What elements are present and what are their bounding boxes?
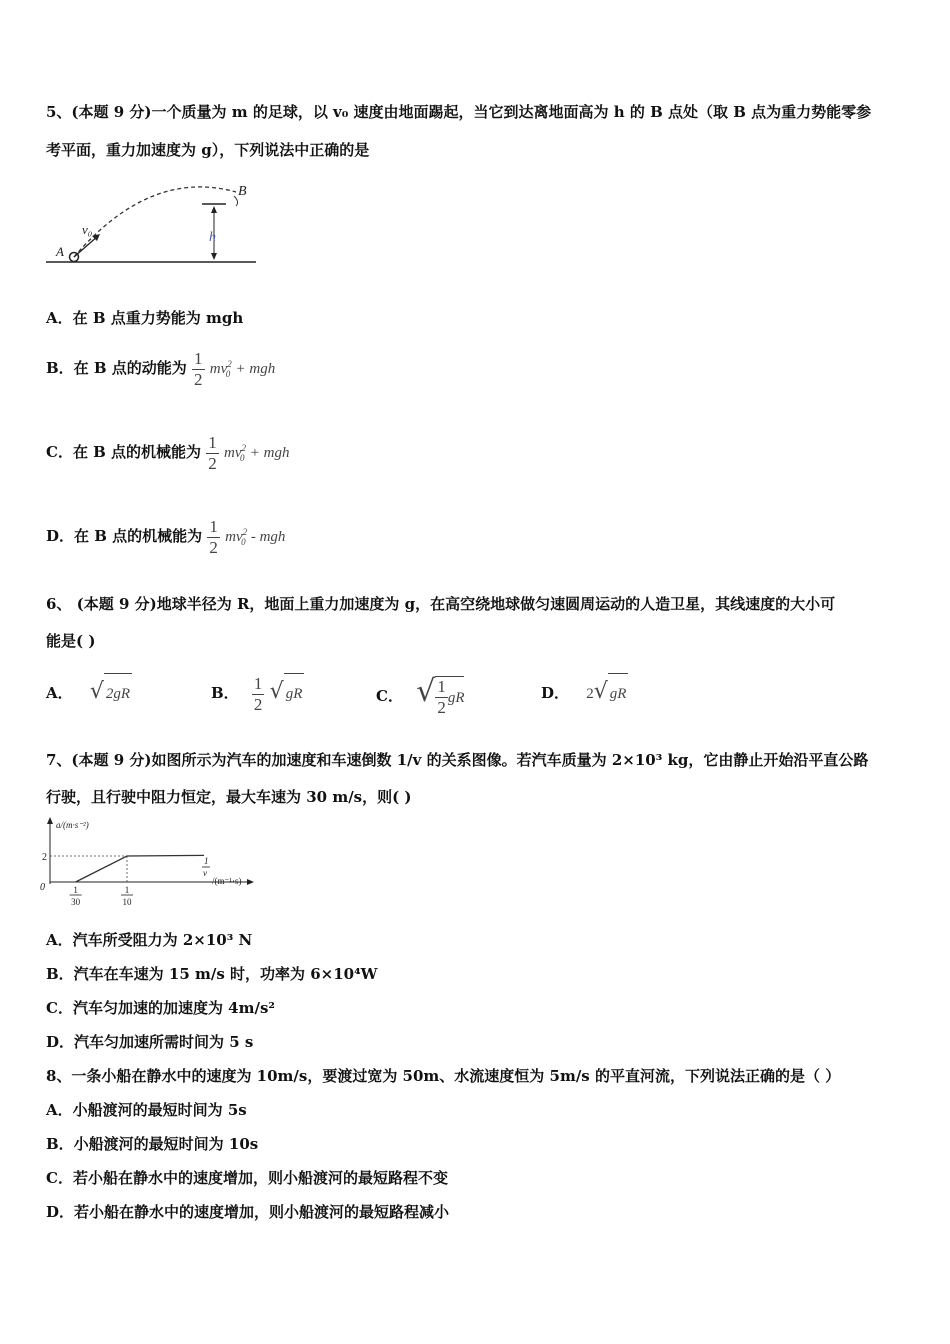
q6-c-radicand: gR — [447, 689, 465, 706]
label-B: B — [238, 184, 247, 199]
q6-d-radicand: gR — [608, 673, 629, 714]
q5-option-b-text: B．在 B 点的动能为 — [46, 359, 187, 377]
q6-b-radicand: gR — [284, 673, 305, 714]
q5-stem-line2: 考平面，重力加速度为 g），下列说法中正确的是 — [46, 141, 370, 159]
q5-option-a: A．在 B 点重力势能为 mgh — [46, 309, 244, 327]
q5-c-expression: + mgh — [249, 445, 290, 461]
q7-graph — [40, 814, 260, 910]
x-frac-num: 1 — [204, 856, 209, 866]
x-tick-1-10 — [121, 885, 133, 907]
q5-option-c-text: C．在 B 点的机械能为 — [46, 443, 202, 461]
q6-a-radicand: 2gR — [104, 673, 132, 714]
label-h: h — [209, 230, 216, 245]
q8-option-d: D．若小船在静水中的速度增加，则小船渡河的最短路程减小 — [46, 1203, 450, 1221]
q8-option-a: A．小船渡河的最短时间为 5s — [46, 1101, 247, 1119]
q7-option-a: A．汽车所受阻力为 2×10³ N — [46, 931, 253, 949]
q5-option-d-text: D．在 B 点的机械能为 — [46, 527, 203, 545]
q5-figure — [40, 178, 270, 270]
q8-option-b: B．小船渡河的最短时间为 10s — [46, 1135, 259, 1153]
y-tick-2: 2 — [42, 852, 47, 863]
x-frac-den: v — [203, 868, 207, 878]
label-A: A — [56, 244, 64, 259]
q5-d-expression: - mgh — [250, 529, 286, 545]
q6-option-b: B． $\frac{1}{2}$ √ gR — [211, 673, 303, 714]
q5-b-expression: + mgh — [235, 361, 276, 377]
q5-d-fraction: $\frac{1}{2}$ — [209, 516, 218, 557]
q6-stem-line2: 能是( ) — [46, 632, 96, 650]
q5-option-b: B．在 B 点的动能为 $\frac{1}{2}$ $mv^2_0$ + mgh — [46, 348, 276, 389]
q5-stem-line1: 5、(本题 9 分)一个质量为 m 的足球，以 v₀ 速度由地面踢起，当它到达离地面高为 h 的 B 点处（取 B 点为重力势能零参 — [46, 103, 872, 121]
svg-text:30: 30 — [71, 897, 81, 907]
q7-option-c: C．汽车匀加速的加速度为 4m/s² — [46, 999, 275, 1017]
svg-text:10: 10 — [122, 897, 132, 907]
q5-c-fraction: $\frac{1}{2}$ — [208, 432, 217, 473]
q7-option-b: B．汽车在车速为 15 m/s 时，功率为 6×10⁴W — [46, 965, 378, 983]
q6-option-a: A． √ 2gR — [46, 672, 132, 714]
x-axis-label: /(m⁻¹·s) — [212, 876, 242, 886]
q6-option-d: D． 2√ gR — [541, 672, 628, 714]
svg-text:1: 1 — [73, 885, 78, 895]
y-axis-label: a/(m·s⁻²) — [56, 820, 89, 830]
label-v0: v₀ — [82, 222, 93, 237]
svg-text:1: 1 — [124, 885, 130, 895]
x-tick-1-30 — [70, 885, 82, 907]
q6-stem-line1: 6、 (本题 9 分)地球半径为 R，地面上重力加速度为 g，在高空绕地球做匀速圆周运动的人造卫星，其线速度的大小可 — [46, 595, 836, 613]
q8-stem: 8、一条小船在静水中的速度为 10m/s，要渡过宽为 50m、水流速度恒为 5m/s 的平直河流，下列说法正确的是（ ） — [46, 1067, 841, 1085]
origin-label: 0 — [40, 882, 45, 893]
q5-option-c: C．在 B 点的机械能为 $\frac{1}{2}$ $mv^2_0$ + mgh — [46, 432, 290, 473]
q7-stem-line1: 7、(本题 9 分)如图所示为汽车的加速度和车速倒数 1/v 的关系图像。若汽车质量为 2×10³ kg，它由静止开始沿平直公路 — [46, 751, 869, 769]
q5-option-d: D．在 B 点的机械能为 $\frac{1}{2}$ $mv^2_0$ - mgh — [46, 516, 286, 557]
q5-b-fraction: $\frac{1}{2}$ — [194, 348, 203, 389]
q8-option-c: C．若小船在静水中的速度增加，则小船渡河的最短路程不变 — [46, 1169, 448, 1187]
series-line — [76, 855, 204, 882]
q7-option-d: D．汽车匀加速所需时间为 5 s — [46, 1033, 254, 1051]
q7-stem-line2: 行驶，且行驶中阻力恒定，最大车速为 30 m/s，则( ) — [46, 788, 412, 806]
q6-option-c: C． √ $\frac{1}{2}$ gR — [376, 674, 465, 718]
